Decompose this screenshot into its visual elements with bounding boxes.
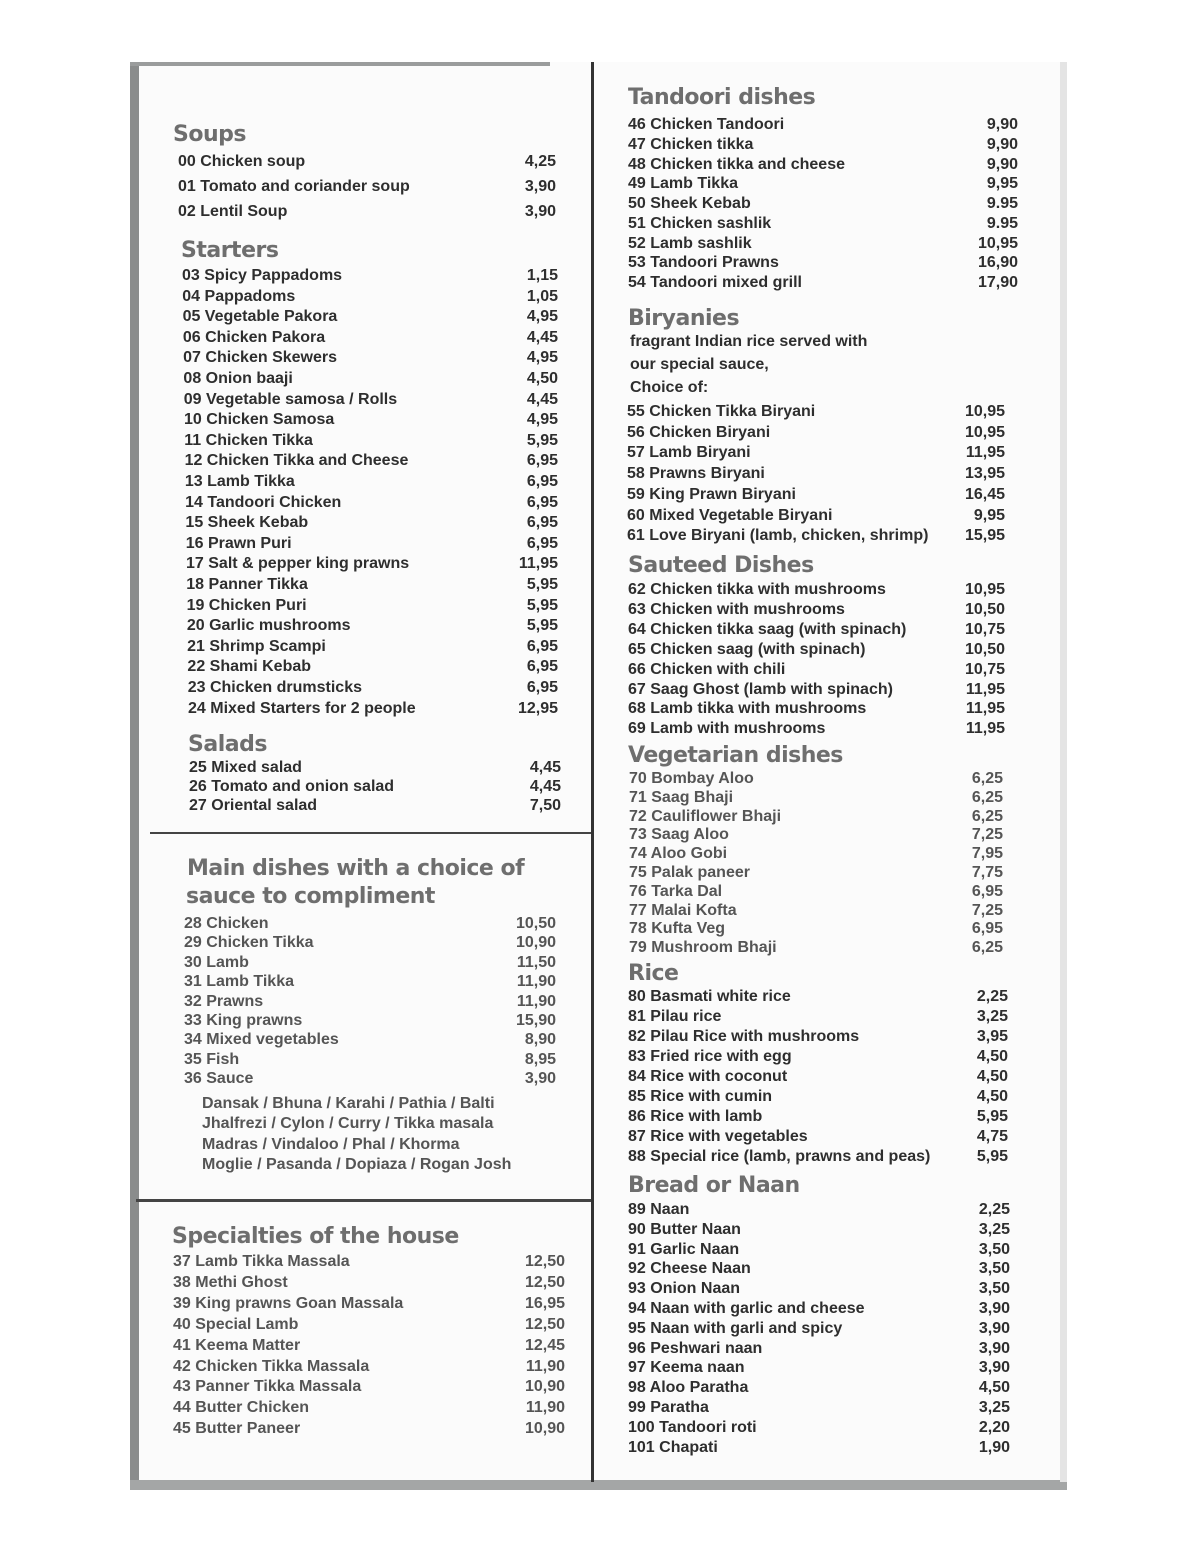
menu-item-price: 10,95 <box>977 234 1018 252</box>
menu-item-name: 66 Chicken with chili <box>628 660 786 678</box>
section-heading: Main dishes with a choice of <box>187 856 525 881</box>
menu-item-price: 4,45 <box>526 328 558 346</box>
menu-item-name: 58 Prawns Biryani <box>627 465 765 483</box>
menu-item-price: 3,25 <box>978 1220 1010 1238</box>
menu-item-name: 55 Chicken Tikka Biryani <box>627 403 816 420</box>
menu-item-price: 11,95 <box>965 444 1005 462</box>
menu-item-price: 10,90 <box>524 1420 565 1438</box>
menu-item-name: 53 Tandoori Prawns <box>628 254 779 272</box>
menu-item-name: 69 Lamb with mushrooms <box>628 720 826 738</box>
menu-item-price: 4,45 <box>526 390 558 408</box>
section-description: our special sauce, <box>630 356 769 373</box>
menu-item-name: 11 Chicken Tikka <box>184 431 313 449</box>
menu-item-price: 3,90 <box>978 1359 1010 1377</box>
menu-item-name: 24 Mixed Starters for 2 people <box>188 699 416 717</box>
section-heading: Rice <box>628 961 679 986</box>
menu-item-name: 31 Lamb Tikka <box>184 973 294 991</box>
menu-item-name: 12 Chicken Tikka and Cheese <box>184 452 409 470</box>
menu-item-price: 5,95 <box>526 596 558 614</box>
menu-item-price: 3,25 <box>978 1399 1010 1416</box>
menu-item-name: 67 Saag Ghost (lamb with spinach) <box>628 680 893 698</box>
menu-item-price: 4,75 <box>976 1128 1008 1145</box>
menu-item-price: 11,90 <box>516 973 556 991</box>
menu-item-price: 8,95 <box>524 1050 556 1068</box>
menu-item-price: 12,45 <box>524 1336 565 1354</box>
menu-item-name: 15 Sheek Kebab <box>185 514 309 532</box>
scan-edge-bottom <box>130 1480 1067 1490</box>
menu-item-price: 5,95 <box>526 617 558 635</box>
menu-item-name: 06 Chicken Pakora <box>182 328 326 346</box>
menu-item-price: 12,50 <box>524 1315 565 1333</box>
menu-item-price: 12,95 <box>517 699 558 717</box>
menu-item-name: 37 Lamb Tikka Massala <box>173 1253 350 1270</box>
menu-item-name: 01 Tomato and coriander soup <box>178 178 410 195</box>
menu-item-name: 50 Sheek Kebab <box>628 195 751 212</box>
section-divider <box>136 1199 591 1202</box>
menu-item-name: 81 Pilau rice <box>628 1008 722 1025</box>
menu-item-price: 4,95 <box>526 349 558 367</box>
menu-item-price: 11,95 <box>965 720 1005 738</box>
menu-item-price: 4,50 <box>978 1379 1010 1397</box>
section-heading: Biryanies <box>628 306 740 331</box>
menu-item-price: 16,90 <box>977 254 1018 272</box>
menu-item-name: 10 Chicken Samosa <box>184 411 335 429</box>
menu-item-price: 7,25 <box>971 826 1003 844</box>
menu-item-price: 5,95 <box>526 431 558 449</box>
menu-item-name: 22 Shami Kebab <box>187 658 312 676</box>
menu-item-name: 47 Chicken tikka <box>628 135 754 153</box>
menu-item-price: 9,90 <box>986 135 1018 153</box>
menu-item-price: 10,50 <box>515 915 556 932</box>
section-description: Choice of: <box>630 379 709 396</box>
menu-item-name: 20 Garlic mushrooms <box>186 617 351 635</box>
menu-item-name: 86 Rice with lamb <box>628 1108 763 1125</box>
section-heading: Specialties of the house <box>172 1224 459 1249</box>
menu-item-name: 14 Tandoori Chicken <box>185 493 342 511</box>
menu-item-name: 74 Aloo Gobi <box>629 845 728 863</box>
menu-item-name: 85 Rice with cumin <box>628 1088 773 1105</box>
menu-item-price: 15,90 <box>515 1012 556 1029</box>
menu-item-price: 4,25 <box>524 153 556 170</box>
menu-item-name: 73 Saag Aloo <box>629 826 729 844</box>
menu-item-name: 04 Pappadoms <box>182 287 296 305</box>
menu-item-name: 45 Butter Paneer <box>173 1420 301 1438</box>
menu-item-price: 4,95 <box>526 411 558 429</box>
menu-item-price: 1,15 <box>526 267 558 284</box>
section-description: fragrant Indian rice served with <box>630 333 868 350</box>
menu-item-name: 92 Cheese Naan <box>628 1260 751 1278</box>
menu-item-price: 3,90 <box>978 1300 1010 1317</box>
menu-item-name: 41 Keema Matter <box>173 1336 301 1354</box>
menu-item-name: 23 Chicken drumsticks <box>187 679 362 696</box>
menu-item-price: 5,95 <box>526 576 558 593</box>
menu-item-price: 1,90 <box>978 1438 1010 1456</box>
menu-item-price: 11,95 <box>518 555 558 573</box>
menu-item-price: 4,50 <box>976 1088 1008 1105</box>
menu-item-name: 68 Lamb tikka with mushrooms <box>628 700 867 718</box>
menu-item-price: 11,50 <box>516 953 556 971</box>
menu-item-name: 64 Chicken tikka saag (with spinach) <box>628 620 907 638</box>
menu-item-name: 00 Chicken soup <box>178 153 306 170</box>
menu-item-name: 05 Vegetable Pakora <box>182 308 338 326</box>
menu-item-name: 02 Lentil Soup <box>178 203 288 220</box>
menu-item-price: 10,50 <box>964 600 1005 618</box>
menu-item-price: 4,50 <box>976 1048 1008 1065</box>
menu-item-name: 99 Paratha <box>628 1399 709 1416</box>
menu-item-name: 28 Chicken <box>184 915 269 932</box>
menu-item-name: 84 Rice with coconut <box>628 1068 788 1085</box>
menu-item-name: 100 Tandoori roti <box>628 1418 757 1436</box>
menu-item-name: 42 Chicken Tikka Massala <box>173 1357 370 1375</box>
menu-item-price: 10,95 <box>964 423 1005 441</box>
menu-item-price: 4,95 <box>526 308 558 326</box>
menu-item-name: 44 Butter Chicken <box>173 1399 310 1417</box>
menu-item-price: 12,50 <box>524 1273 565 1291</box>
menu-item-name: 32 Prawns <box>184 992 264 1010</box>
menu-item-price: 5,95 <box>976 1108 1008 1125</box>
section-heading: Starters <box>181 238 279 263</box>
menu-item-price: 10,90 <box>515 934 556 952</box>
menu-item-name: 72 Cauliflower Bhaji <box>629 807 782 825</box>
section-heading: Vegetarian dishes <box>628 743 843 768</box>
menu-item-price: 6,95 <box>526 473 558 490</box>
sauce-options: Moglie / Pasanda / Dopiaza / Rogan Josh <box>202 1155 512 1173</box>
menu-item-price: 6,95 <box>526 637 558 655</box>
menu-item-price: 4,50 <box>976 1068 1008 1085</box>
menu-item-price: 16,45 <box>964 485 1005 503</box>
menu-item-price: 7,95 <box>971 845 1003 863</box>
menu-item-price: 2,25 <box>976 988 1008 1005</box>
menu-item-price: 6,95 <box>526 452 558 470</box>
menu-item-price: 4,45 <box>529 778 561 795</box>
scan-edge-left <box>130 62 139 1490</box>
menu-item-price: 6,95 <box>971 882 1003 900</box>
menu-item-name: 70 Bombay Aloo <box>629 770 754 787</box>
menu-item-price: 2,25 <box>978 1201 1010 1218</box>
menu-item-name: 93 Onion Naan <box>628 1280 741 1298</box>
section-heading: sauce to compliment <box>186 884 435 909</box>
menu-item-name: 91 Garlic Naan <box>628 1240 740 1258</box>
sauce-options: Dansak / Bhuna / Karahi / Pathia / Balti <box>202 1095 495 1112</box>
menu-item-name: 97 Keema naan <box>628 1359 745 1377</box>
menu-item-price: 11,90 <box>525 1357 565 1375</box>
menu-item-name: 56 Chicken Biryani <box>627 423 771 441</box>
menu-item-price: 3,90 <box>524 1070 556 1088</box>
menu-item-price: 10,90 <box>524 1378 565 1396</box>
menu-item-name: 33 King prawns <box>184 1012 303 1029</box>
menu-item-name: 34 Mixed vegetables <box>184 1031 339 1049</box>
menu-item-name: 101 Chapati <box>628 1438 718 1456</box>
menu-item-price: 17,90 <box>977 274 1018 291</box>
menu-item-name: 48 Chicken tikka and cheese <box>628 155 845 173</box>
menu-item-price: 8,90 <box>524 1031 556 1049</box>
menu-item-name: 98 Aloo Paratha <box>628 1379 749 1397</box>
menu-item-name: 60 Mixed Vegetable Biryani <box>627 506 833 524</box>
menu-item-name: 61 Love Biryani (lamb, chicken, shrimp) <box>627 527 929 545</box>
menu-item-price: 6,95 <box>971 920 1003 938</box>
menu-item-name: 36 Sauce <box>184 1070 254 1088</box>
menu-item-name: 25 Mixed salad <box>189 759 302 776</box>
menu-item-price: 3,50 <box>978 1240 1010 1258</box>
menu-item-price: 11,90 <box>525 1399 565 1417</box>
menu-item-price: 6,25 <box>971 788 1003 806</box>
scan-edge-right <box>1060 62 1067 1482</box>
section-divider <box>150 832 591 834</box>
menu-item-name: 76 Tarka Dal <box>629 882 723 900</box>
menu-item-price: 10,95 <box>964 403 1005 420</box>
menu-item-name: 51 Chicken sashlik <box>628 214 772 232</box>
menu-item-name: 21 Shrimp Scampi <box>187 637 326 655</box>
menu-item-name: 40 Special Lamb <box>173 1315 299 1333</box>
menu-item-price: 7,50 <box>529 797 561 814</box>
section-heading: Salads <box>188 732 267 757</box>
menu-item-price: 10,95 <box>964 581 1005 598</box>
scan-edge-top <box>130 62 550 66</box>
menu-item-name: 39 King prawns Goan Massala <box>173 1294 404 1312</box>
menu-item-name: 43 Panner Tikka Massala <box>173 1378 362 1396</box>
menu-item-name: 17 Salt & pepper king prawns <box>186 555 410 573</box>
menu-item-price: 3,90 <box>524 178 556 195</box>
menu-item-price: 7,25 <box>971 901 1003 919</box>
menu-item-price: 10,50 <box>964 640 1005 658</box>
menu-item-name: 79 Mushroom Bhaji <box>629 939 777 957</box>
menu-item-price: 3,90 <box>978 1319 1010 1337</box>
menu-item-name: 80 Basmati white rice <box>628 988 791 1005</box>
menu-item-name: 78 Kufta Veg <box>629 920 726 938</box>
menu-item-price: 4,50 <box>526 370 558 387</box>
menu-item-name: 19 Chicken Puri <box>186 596 307 614</box>
menu-item-price: 10,75 <box>964 620 1005 638</box>
menu-item-price: 3,90 <box>978 1339 1010 1357</box>
menu-item-name: 09 Vegetable samosa / Rolls <box>183 390 398 408</box>
menu-item-price: 10,75 <box>964 660 1005 678</box>
column-divider <box>591 62 594 1482</box>
menu-item-price: 7,75 <box>971 864 1003 881</box>
sauce-options: Jhalfrezi / Cylon / Curry / Tikka masala <box>202 1115 494 1133</box>
menu-item-name: 94 Naan with garlic and cheese <box>628 1300 865 1317</box>
menu-item-price: 6,25 <box>971 770 1003 787</box>
menu-item-price: 6,95 <box>526 514 558 532</box>
menu-item-price: 11,95 <box>965 700 1005 718</box>
menu-item-price: 3,25 <box>976 1008 1008 1025</box>
menu-item-price: 1,05 <box>526 287 558 305</box>
menu-item-price: 11,95 <box>965 680 1005 698</box>
menu-item-price: 11,90 <box>516 992 556 1010</box>
menu-item-price: 2,20 <box>978 1418 1010 1436</box>
menu-item-name: 30 Lamb <box>184 953 249 971</box>
menu-item-price: 6,25 <box>971 807 1003 825</box>
menu-item-name: 54 Tandoori mixed grill <box>628 274 802 291</box>
menu-item-name: 16 Prawn Puri <box>185 534 292 552</box>
menu-item-price: 12,50 <box>524 1253 565 1270</box>
menu-item-price: 3,50 <box>978 1280 1010 1298</box>
menu-item-name: 07 Chicken Skewers <box>183 349 338 367</box>
menu-item-name: 96 Peshwari naan <box>628 1339 763 1357</box>
menu-item-name: 89 Naan <box>628 1201 690 1218</box>
menu-item-name: 13 Lamb Tikka <box>184 473 295 490</box>
section-heading: Tandoori dishes <box>628 85 816 110</box>
menu-item-name: 82 Pilau Rice with mushrooms <box>628 1028 860 1045</box>
menu-item-price: 3,90 <box>524 203 556 220</box>
menu-item-name: 57 Lamb Biryani <box>627 444 751 462</box>
menu-item-name: 52 Lamb sashlik <box>628 234 752 252</box>
menu-item-name: 90 Butter Naan <box>628 1220 741 1238</box>
menu-item-name: 08 Onion baaji <box>183 370 293 387</box>
menu-item-price: 16,95 <box>524 1294 565 1312</box>
menu-item-name: 03 Spicy Pappadoms <box>182 267 343 284</box>
menu-item-price: 6,95 <box>526 534 558 552</box>
menu-item-price: 5,95 <box>976 1148 1008 1165</box>
menu-item-price: 3,95 <box>976 1028 1008 1045</box>
section-heading: Bread or Naan <box>628 1173 800 1198</box>
menu-item-name: 95 Naan with garli and spicy <box>628 1319 843 1337</box>
menu-item-name: 87 Rice with vegetables <box>628 1128 808 1145</box>
section-heading: Soups <box>173 122 246 147</box>
menu-item-name: 27 Oriental salad <box>189 797 318 814</box>
menu-item-name: 65 Chicken saag (with spinach) <box>628 640 866 658</box>
menu-item-price: 6,95 <box>526 679 558 696</box>
menu-item-price: 4,45 <box>529 759 561 776</box>
menu-item-name: 62 Chicken tikka with mushrooms <box>628 581 886 598</box>
menu-item-name: 35 Fish <box>184 1050 240 1068</box>
menu-item-name: 46 Chicken Tandoori <box>628 116 785 133</box>
menu-item-price: 6,95 <box>526 493 558 511</box>
menu-item-name: 59 King Prawn Biryani <box>627 485 796 503</box>
menu-item-price: 9.95 <box>986 214 1018 232</box>
menu-item-price: 6,95 <box>526 658 558 676</box>
menu-item-name: 49 Lamb Tikka <box>628 175 738 193</box>
menu-item-name: 26 Tomato and onion salad <box>189 778 395 795</box>
menu-item-name: 63 Chicken with mushrooms <box>628 600 845 618</box>
menu-item-price: 9,90 <box>986 116 1018 133</box>
menu-item-name: 75 Palak paneer <box>629 864 750 881</box>
sauce-options: Madras / Vindaloo / Phal / Khorma <box>202 1135 460 1153</box>
menu-item-name: 88 Special rice (lamb, prawns and peas) <box>628 1148 931 1165</box>
menu-item-price: 9,95 <box>973 506 1005 524</box>
menu-item-price: 13,95 <box>964 465 1005 483</box>
menu-item-name: 38 Methi Ghost <box>173 1273 288 1291</box>
menu-item-price: 3,50 <box>978 1260 1010 1278</box>
menu-item-price: 9,90 <box>986 155 1018 173</box>
menu-item-name: 29 Chicken Tikka <box>184 934 314 952</box>
menu-item-name: 18 Panner Tikka <box>186 576 308 593</box>
menu-item-price: 6,25 <box>971 939 1003 957</box>
menu-item-price: 9,95 <box>986 175 1018 193</box>
menu-item-name: 71 Saag Bhaji <box>629 788 734 806</box>
menu-item-name: 77 Malai Kofta <box>629 901 737 919</box>
section-heading: Sauteed Dishes <box>628 553 814 578</box>
menu-item-price: 15,95 <box>964 527 1005 545</box>
menu-item-name: 83 Fried rice with egg <box>628 1048 792 1065</box>
menu-item-price: 9.95 <box>986 195 1018 212</box>
